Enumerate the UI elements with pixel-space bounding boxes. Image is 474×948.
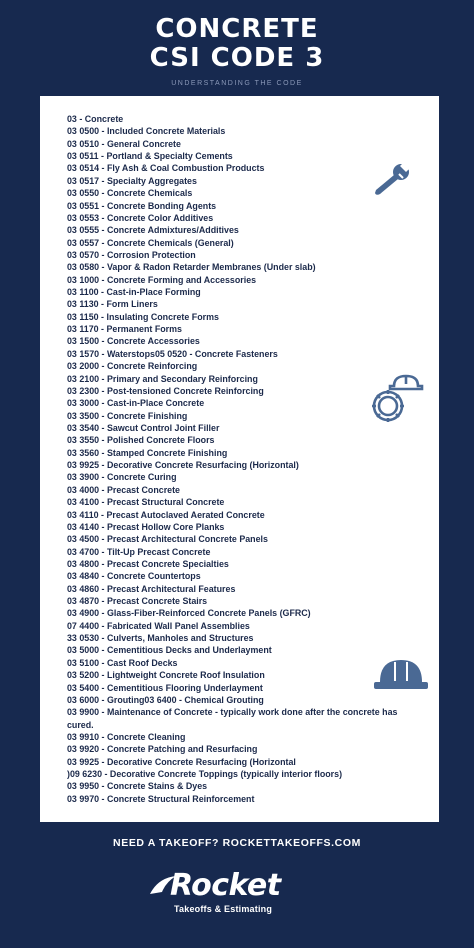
code-item: 03 4110 - Precast Autoclaved Aerated Concrete	[67, 509, 265, 520]
code-item: 03 9910 - Concrete Cleaning	[67, 731, 186, 742]
code-item: 03 0551 - Concrete Bonding Agents	[67, 200, 217, 211]
code-item: 03 0514 - Fly Ash & Coal Combustion Products	[67, 163, 265, 174]
code-item: 03 1130 - Form Liners	[67, 299, 158, 310]
code-item: 03 1100 - Cast-in-Place Forming	[67, 287, 201, 298]
code-item: 03 1570 - Waterstops05 0520 - Concrete Fasteners	[67, 348, 278, 359]
code-item: 03 9920 - Concrete Patching and Resurfacing	[67, 744, 258, 755]
code-item: 03 4140 - Precast Hollow Core Planks	[67, 521, 225, 532]
code-item: 03 2100 - Primary and Secondary Reinforcing	[67, 373, 258, 384]
code-item: 03 0553 - Concrete Color Additives	[67, 212, 214, 223]
code-item: 03 0580 - Vapor & Radon Retarder Membranes (Under slab)	[67, 262, 316, 273]
hardhat-icon	[370, 654, 432, 694]
gear-hardhat-icon	[366, 372, 424, 430]
code-item: 03 0557 - Concrete Chemicals (General)	[67, 237, 234, 248]
code-item: 03 9970 - Concrete Structural Reinforcement	[67, 793, 255, 804]
code-item: 03 4860 - Precast Architectural Features	[67, 583, 236, 594]
wrench-icon	[370, 158, 418, 198]
code-item: 03 9925 - Decorative Concrete Resurfacing (Horizontal	[67, 756, 296, 767]
code-item: 03 5400 - Cementitious Flooring Underlayment	[67, 682, 263, 693]
code-item: 03 4870 - Precast Concrete Stairs	[67, 596, 208, 607]
code-item: )09 6230 - Decorative Concrete Toppings (typically interior floors)	[67, 769, 343, 780]
code-item: 03 4800 - Precast Concrete Specialties	[67, 558, 229, 569]
code-item: 03 4900 - Glass-Fiber-Reinforced Concrete Panels (GFRC)	[67, 608, 311, 619]
code-item: 07 4400 - Fabricated Wall Panel Assemblies	[67, 620, 250, 631]
code-item: 03 - Concrete	[67, 114, 124, 124]
code-item: 03 9900 - Maintenance of Concrete - typically work done after the concrete has cured.	[67, 707, 398, 730]
takeoff-cta[interactable]: NEED A TAKEOFF? ROCKETTAKEOFFS.COM	[113, 837, 361, 849]
code-item: 03 0510 - General Concrete	[67, 138, 181, 149]
code-item: 03 9925 - Decorative Concrete Resurfacing (Horizontal)	[67, 460, 299, 471]
code-item: 03 2000 - Concrete Reinforcing	[67, 361, 198, 372]
code-item: 03 2300 - Post-tensioned Concrete Reinforcing	[67, 385, 264, 396]
code-item: 03 5200 - Lightweight Concrete Roof Insulation	[67, 670, 265, 681]
code-item: 03 6000 - Grouting03 6400 - Chemical Grouting	[67, 694, 264, 705]
code-item: 03 1170 - Permanent Forms	[67, 324, 182, 335]
code-item: 03 9950 - Concrete Stains & Dyes	[67, 781, 208, 792]
code-item: 03 1500 - Concrete Accessories	[67, 336, 200, 347]
code-item: 03 3500 - Concrete Finishing	[67, 410, 188, 421]
code-item: 03 3900 - Concrete Curing	[67, 472, 177, 483]
code-item: 03 5000 - Cementitious Decks and Underlayment	[67, 645, 272, 656]
code-item: 03 4000 - Precast Concrete	[67, 484, 180, 495]
page-title-line2: CSI CODE 3	[149, 43, 325, 73]
code-item: 03 1150 - Insulating Concrete Forms	[67, 311, 219, 322]
code-item: 03 5100 - Cast Roof Decks	[67, 657, 178, 668]
code-item: 03 1000 - Concrete Forming and Accessories	[67, 274, 257, 285]
codes-panel	[40, 96, 439, 822]
code-item: 03 3560 - Stamped Concrete Finishing	[67, 447, 228, 458]
code-item: 03 0570 - Corrosion Protection	[67, 249, 196, 260]
code-item: 03 0555 - Concrete Admixtures/Additives	[67, 225, 239, 236]
code-item: 03 3540 - Sawcut Control Joint Filler	[67, 422, 220, 433]
brand-tagline: Takeoffs & Estimating	[174, 904, 273, 914]
page-title-line1: CONCRETE	[155, 14, 319, 44]
code-item: 03 4100 - Precast Structural Concrete	[67, 497, 225, 508]
brand-logo[interactable]	[148, 868, 333, 918]
code-item: 03 4840 - Concrete Countertops	[67, 571, 201, 582]
code-item: 33 0530 - Culverts, Manholes and Structures	[67, 633, 254, 644]
code-item: 03 3550 - Polished Concrete Floors	[67, 435, 215, 446]
code-item: 03 0500 - Included Concrete Materials	[67, 126, 226, 137]
code-item: 03 0517 - Specialty Aggregates	[67, 175, 197, 186]
code-item: 03 4700 - Tilt-Up Precast Concrete	[67, 546, 211, 557]
code-item: 03 4500 - Precast Architectural Concrete Panels	[67, 534, 268, 545]
code-list	[67, 113, 417, 805]
code-item: 03 0511 - Portland & Specialty Cements	[67, 151, 233, 162]
page-subtitle: UNDERSTANDING THE CODE	[171, 80, 303, 87]
code-item: 03 0550 - Concrete Chemicals	[67, 188, 193, 199]
brand-name: Rocket	[170, 868, 281, 903]
code-item: 03 3000 - Cast-in-Place Concrete	[67, 398, 205, 409]
